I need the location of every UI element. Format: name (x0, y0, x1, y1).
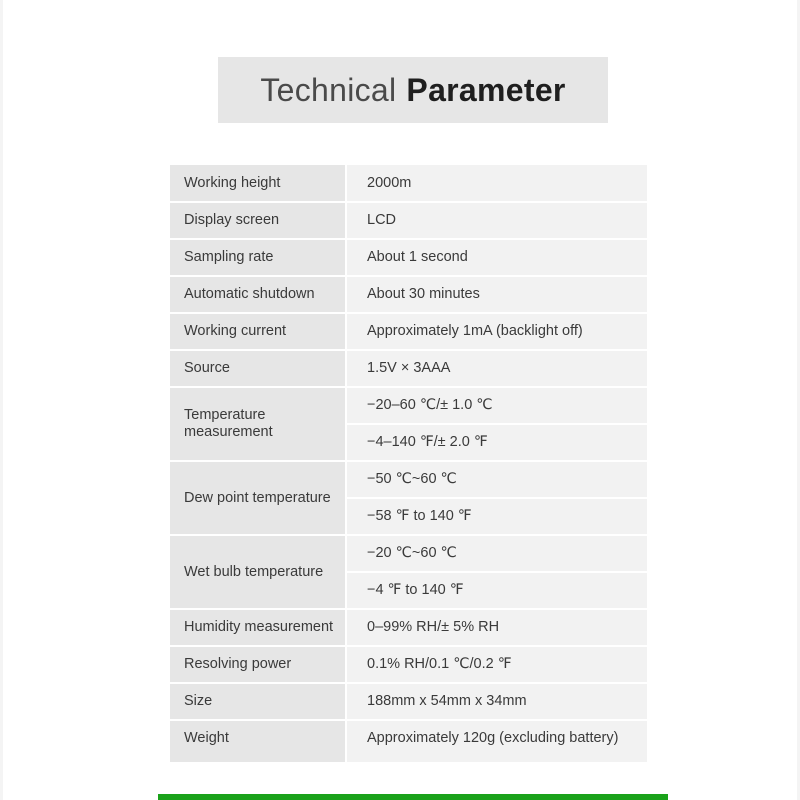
spec-value: About 1 second (367, 249, 468, 265)
spec-value: 0.1% RH/0.1 ℃/0.2 ℉ (367, 656, 512, 672)
spec-label: Sampling rate (184, 249, 274, 265)
spec-label: Working height (184, 175, 281, 191)
spec-table (170, 165, 647, 762)
spec-label: Source (184, 360, 230, 376)
spec-value: −20 ℃~60 ℃ (367, 545, 457, 561)
title-light-text: Technical (260, 71, 397, 108)
spec-value: −4–140 ℉/± 2.0 ℉ (367, 434, 488, 450)
spec-value: 2000m (367, 175, 412, 191)
title-bold-text: Parameter (406, 71, 566, 108)
spec-label: Weight (184, 730, 229, 746)
sub-row-divider (345, 497, 647, 499)
spec-label: Size (184, 693, 213, 709)
spec-value: −50 ℃~60 ℃ (367, 471, 457, 487)
spec-value: Approximately 1mA (backlight off) (367, 323, 583, 339)
spec-label: Automatic shutdown (184, 286, 315, 302)
accent-bottom-line (158, 794, 668, 800)
spec-label: Temperature measurement (184, 407, 273, 440)
title-box (218, 57, 608, 123)
spec-label: Display screen (184, 212, 280, 228)
spec-value: −58 ℉ to 140 ℉ (367, 508, 472, 524)
spec-label: Resolving power (184, 656, 292, 672)
spec-value: 0–99% RH/± 5% RH (367, 619, 500, 635)
column-divider (345, 165, 347, 762)
spec-value: 1.5V × 3AAA (367, 360, 451, 376)
sub-row-divider (345, 423, 647, 425)
sub-row-divider (345, 571, 647, 573)
spec-label: Wet bulb temperature (184, 563, 324, 580)
left-edge (0, 0, 3, 800)
spec-value: LCD (367, 212, 397, 228)
spec-value: 188mm x 54mm x 34mm (367, 693, 527, 709)
spec-value: About 30 minutes (367, 286, 480, 302)
spec-label: Dew point temperature (184, 489, 331, 506)
spec-value: −4 ℉ to 140 ℉ (367, 582, 464, 598)
spec-value: Approximately 120g (excluding battery) (367, 730, 619, 746)
spec-label: Working current (184, 323, 287, 339)
spec-label: Humidity measurement (184, 619, 334, 635)
spec-value: −20–60 ℃/± 1.0 ℃ (367, 397, 493, 413)
